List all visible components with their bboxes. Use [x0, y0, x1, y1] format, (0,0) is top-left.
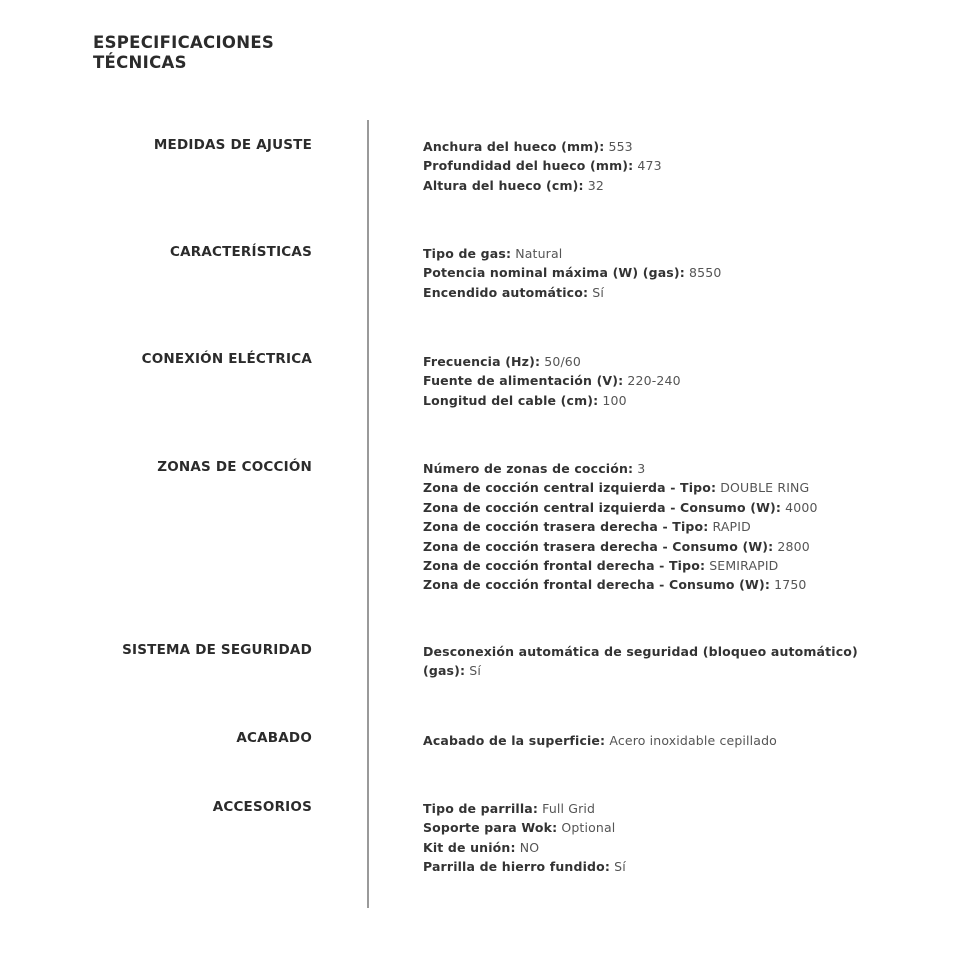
spec-key: Zona de cocción trasera derecha - Tipo: [423, 519, 709, 535]
spec-key: Encendido automático: [423, 284, 589, 300]
spec-key: Zona de cocción frontal derecha - Consumo (W): [423, 577, 770, 593]
spec-key: Tipo de gas: [423, 246, 512, 261]
spec-row [423, 537, 893, 556]
spec-row [423, 838, 893, 857]
section-label-acabado: ACABADO [236, 730, 312, 746]
section-rows-caracteristicas [423, 244, 893, 302]
spec-key: Potencia nominal máxima (W) (gas): [423, 265, 685, 281]
section-rows-sistema-de-seguridad [423, 642, 868, 681]
spec-value: 553 [608, 139, 633, 154]
spec-row [423, 731, 893, 750]
spec-key: Kit de unión: [423, 839, 516, 855]
spec-value: 2800 [777, 538, 810, 554]
spec-value: 220-240 [627, 373, 681, 389]
page-title [93, 33, 323, 73]
spec-row [423, 478, 893, 497]
spec-value: DOUBLE RING [720, 480, 810, 496]
spec-value: NO [519, 839, 540, 855]
spec-row [423, 137, 893, 156]
spec-value: 4000 [785, 499, 818, 515]
spec-value: Acero inoxidable cepillado [609, 733, 777, 748]
spec-value: SEMIRAPID [709, 558, 779, 574]
section-label-medidas-de-ajuste: MEDIDAS DE AJUSTE [153, 137, 312, 153]
spec-value: 473 [637, 158, 662, 174]
spec-key: Zona de cocción central izquierda - Tipo: [423, 480, 717, 496]
section-label-conexion-electrica: CONEXIÓN ELÉCTRICA [141, 351, 312, 367]
spec-key: Zona de cocción trasera derecha - Consumo (W): [423, 538, 774, 554]
vertical-divider [367, 120, 369, 908]
spec-row [423, 818, 893, 837]
spec-key: Altura del hueco (cm): [423, 177, 584, 193]
section-label-accesorios: ACCESORIOS [212, 799, 312, 815]
spec-row [423, 575, 893, 594]
spec-value: 8550 [689, 265, 722, 281]
section-label-zonas-de-coccion: ZONAS DE COCCIÓN [157, 459, 312, 475]
spec-value: RAPID [712, 519, 751, 535]
spec-value: Full Grid [542, 801, 596, 816]
spec-value: 32 [587, 177, 604, 193]
spec-value: Sí [592, 284, 604, 300]
spec-row [423, 857, 893, 876]
spec-row [423, 263, 893, 282]
spec-row [423, 352, 893, 371]
spec-key: Número de zonas de cocción: [423, 461, 634, 476]
spec-row [423, 459, 893, 478]
spec-row [423, 244, 893, 263]
spec-row [423, 283, 893, 302]
spec-key: Zona de cocción central izquierda - Consumo (W): [423, 499, 782, 515]
spec-value: 1750 [774, 577, 807, 593]
page-title-line-2: TÉCNICAS [93, 53, 187, 72]
spec-value: 3 [637, 461, 646, 476]
spec-key: Soporte para Wok: [423, 820, 558, 836]
section-rows-acabado [423, 731, 893, 750]
spec-value: Sí [614, 859, 626, 875]
section-rows-zonas-de-coccion [423, 459, 893, 595]
section-label-caracteristicas: CARACTERÍSTICAS [170, 244, 312, 260]
spec-row [423, 642, 868, 681]
spec-key: Tipo de parrilla: [423, 801, 539, 816]
section-label-sistema-de-seguridad: SISTEMA DE SEGURIDAD [122, 642, 312, 658]
spec-value: 50/60 [544, 354, 582, 369]
spec-row [423, 156, 893, 175]
spec-value: Optional [561, 820, 616, 836]
spec-key: Desconexión automática de seguridad (bloqueo automático) (gas): [423, 644, 858, 679]
spec-row [423, 799, 893, 818]
spec-value: Natural [515, 246, 563, 261]
spec-row [423, 498, 893, 517]
spec-row [423, 371, 893, 390]
spec-key: Anchura del hueco (mm): [423, 139, 605, 154]
spec-key: Profundidad del hueco (mm): [423, 158, 634, 174]
section-rows-medidas-de-ajuste [423, 137, 893, 195]
spec-key: Acabado de la superficie: [423, 733, 606, 748]
spec-row [423, 176, 893, 195]
spec-key: Fuente de alimentación (V): [423, 373, 624, 389]
spec-key: Zona de cocción frontal derecha - Tipo: [423, 558, 706, 574]
spec-value: Sí [469, 663, 481, 679]
spec-row [423, 556, 893, 575]
spec-value: 100 [602, 392, 627, 408]
spec-row [423, 391, 893, 410]
spec-key: Frecuencia (Hz): [423, 354, 541, 369]
spec-key: Longitud del cable (cm): [423, 392, 599, 408]
section-rows-conexion-electrica [423, 352, 893, 410]
spec-row [423, 517, 893, 536]
spec-key: Parrilla de hierro fundido: [423, 859, 610, 875]
section-rows-accesorios [423, 799, 893, 877]
page-title-line-1: ESPECIFICACIONES [93, 33, 275, 52]
